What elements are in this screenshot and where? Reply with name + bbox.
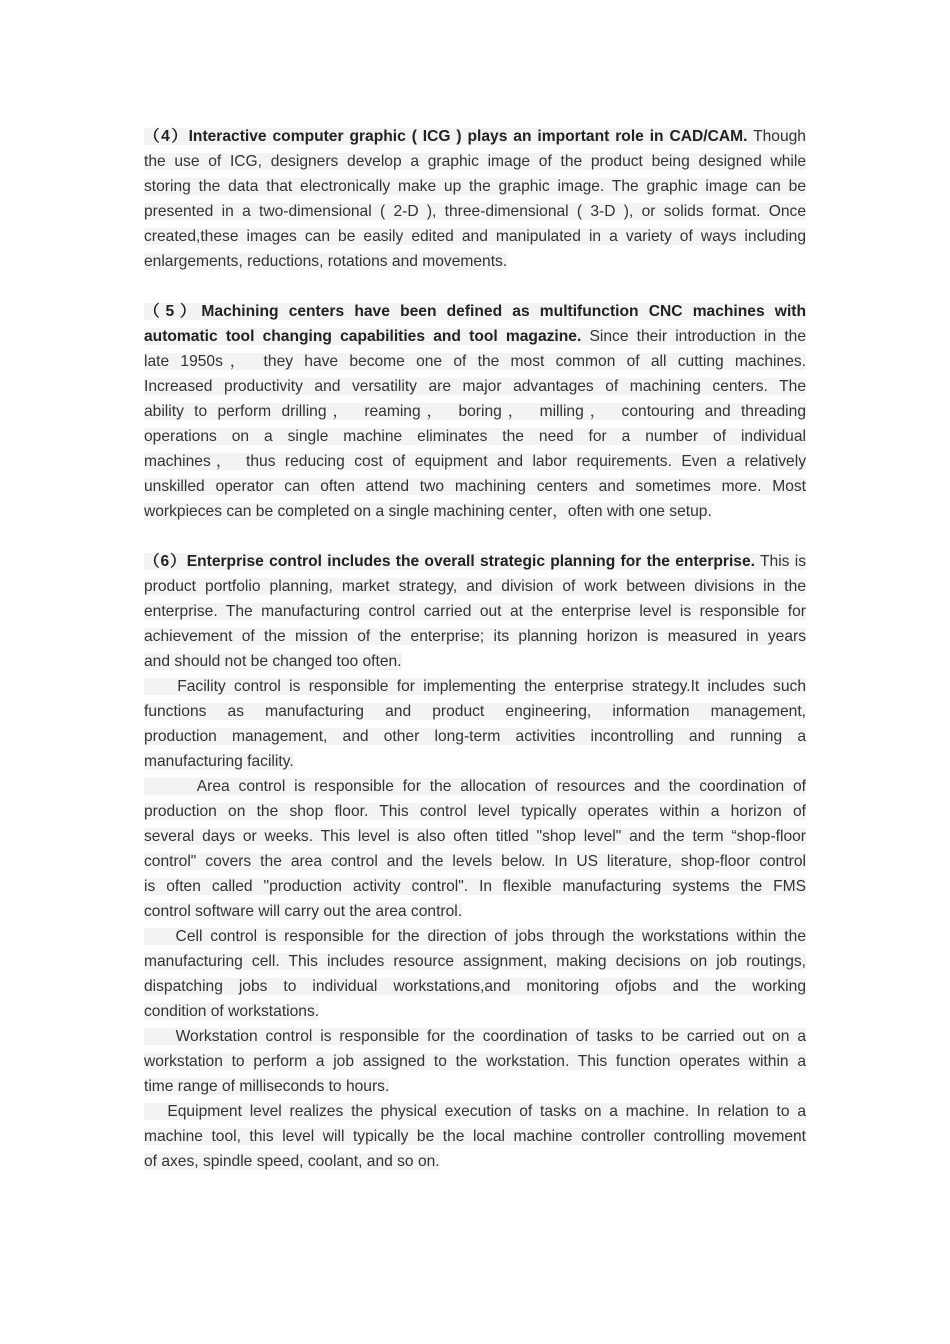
bold-lead-sentence: （4）Interactive computer graphic ( ICG ) plays an important role in CAD/CAM.	[144, 128, 748, 145]
line-text: created,these images can be easily edited and manipulated in a variety of ways including	[144, 228, 806, 245]
text-line	[144, 874, 806, 899]
paragraph	[144, 299, 806, 524]
line-text: storing the data that electronically make up the graphic image. The graphic image can be	[144, 178, 806, 195]
text-line	[144, 1099, 806, 1124]
text-line	[144, 1149, 806, 1174]
text-line	[144, 949, 806, 974]
paragraph	[144, 1099, 806, 1174]
line-text: condition of workstations.	[144, 1003, 320, 1020]
text-line	[144, 374, 806, 399]
line-text: functions as manufacturing and product engineering, information management,	[144, 703, 806, 720]
line-text: control software will carry out the area control.	[144, 903, 463, 920]
text-line	[144, 974, 806, 999]
line-text: unskilled operator can often attend two machining centers and sometimes more. Most	[144, 478, 806, 495]
line-text: Since their introduction in the	[581, 328, 807, 345]
bold-lead-sentence: （5）Machining centers have been defined as multifunction CNC machines with	[144, 303, 806, 320]
line-text: is often called "production activity control". In flexible manufacturing systems the FMS	[144, 878, 806, 895]
line-text: the use of ICG, designers develop a graphic image of the product being designed while	[144, 153, 806, 170]
text-line	[144, 799, 806, 824]
line-text: enlargements, reductions, rotations and movements.	[144, 253, 508, 270]
text-line	[144, 599, 806, 624]
line-text: several days or weeks. This level is also often titled "shop level" and the term “shop-floor	[144, 828, 806, 845]
line-text: machine tool, this level will typically be the local machine controller controlling movement	[144, 1128, 806, 1145]
line-text: production on the shop floor. This control level typically operates within a horizon of	[144, 803, 806, 820]
line-text: presented in a two-dimensional ( 2-D ), three-dimensional ( 3-D ), or solids format. Once	[144, 203, 806, 220]
text-line	[144, 174, 806, 199]
bold-lead-sentence: automatic tool changing capabilities and tool magazine.	[144, 328, 582, 345]
line-text: and should not be changed too often.	[144, 653, 402, 670]
text-line	[144, 224, 806, 249]
line-text: Cell control is responsible for the direction of jobs through the workstations within the	[144, 928, 806, 945]
line-text: Though	[747, 128, 806, 145]
line-text: manufacturing facility.	[144, 753, 294, 770]
text-line	[144, 199, 806, 224]
line-text: manufacturing cell. This includes resource assignment, making decisions on job routings,	[144, 953, 806, 970]
line-text: of axes, spindle speed, coolant, and so on.	[144, 1153, 440, 1170]
text-line	[144, 299, 806, 324]
text-line	[144, 924, 806, 949]
text-line	[144, 849, 806, 874]
line-text: workstation to perform a job assigned to the workstation. This function operates within a	[144, 1053, 806, 1070]
text-line	[144, 724, 806, 749]
text-line	[144, 674, 806, 699]
text-line	[144, 349, 806, 374]
text-line	[144, 449, 806, 474]
line-text: Workstation control is responsible for the coordination of tasks to be carried out on a	[144, 1028, 806, 1045]
line-text: This is	[755, 553, 806, 570]
paragraph	[144, 549, 806, 674]
text-line	[144, 499, 806, 524]
line-text: product portfolio planning, market strategy, and division of work between divisions in the	[144, 578, 806, 595]
paragraph	[144, 1024, 806, 1099]
text-line	[144, 1074, 806, 1099]
text-line	[144, 324, 806, 349]
text-line	[144, 424, 806, 449]
line-text: operations on a single machine eliminates the need for a number of individual	[144, 428, 806, 445]
line-text: machines， thus reducing cost of equipment and labor requirements. Even a relatively	[144, 453, 806, 470]
paragraph	[144, 674, 806, 774]
line-text: ability to perform drilling， reaming， boring， milling， contouring and threading	[144, 403, 806, 420]
text-line	[144, 774, 806, 799]
line-text: dispatching jobs to individual workstations,and monitoring ofjobs and the working	[144, 978, 806, 995]
line-text: production management, and other long-term activities incontrolling and running a	[144, 728, 806, 745]
line-text: achievement of the mission of the enterprise; its planning horizon is measured in years	[144, 628, 806, 645]
line-text: control" covers the area control and the levels below. In US literature, shop-floor control	[144, 853, 806, 870]
line-text: workpieces can be completed on a single machining center，often with one setup.	[144, 503, 712, 520]
line-text: Equipment level realizes the physical execution of tasks on a machine. In relation to a	[144, 1103, 806, 1120]
text-line	[144, 399, 806, 424]
text-line	[144, 124, 806, 149]
line-text: late 1950s， they have become one of the most common of all cutting machines.	[144, 353, 806, 370]
text-line	[144, 1024, 806, 1049]
document-body	[144, 124, 806, 1174]
text-line	[144, 824, 806, 849]
text-line	[144, 474, 806, 499]
text-line	[144, 699, 806, 724]
line-text: time range of milliseconds to hours.	[144, 1078, 390, 1095]
line-text: Increased productivity and versatility are major advantages of machining centers. The	[144, 378, 806, 395]
text-line	[144, 749, 806, 774]
paragraph	[144, 774, 806, 924]
paragraph	[144, 124, 806, 274]
text-line	[144, 249, 806, 274]
text-line	[144, 549, 806, 574]
text-line	[144, 899, 806, 924]
line-text: enterprise. The manufacturing control carried out at the enterprise level is responsible for	[144, 603, 806, 620]
text-line	[144, 1049, 806, 1074]
text-line	[144, 1124, 806, 1149]
bold-lead-sentence: （6）Enterprise control includes the overall strategic planning for the enterprise.	[144, 553, 755, 570]
line-text: Area control is responsible for the allocation of resources and the coordination of	[144, 778, 806, 795]
text-line	[144, 624, 806, 649]
paragraph	[144, 924, 806, 1024]
text-line	[144, 649, 806, 674]
text-line	[144, 574, 806, 599]
text-line	[144, 149, 806, 174]
text-line	[144, 999, 806, 1024]
line-text: Facility control is responsible for implementing the enterprise strategy.It includes such	[144, 678, 806, 695]
